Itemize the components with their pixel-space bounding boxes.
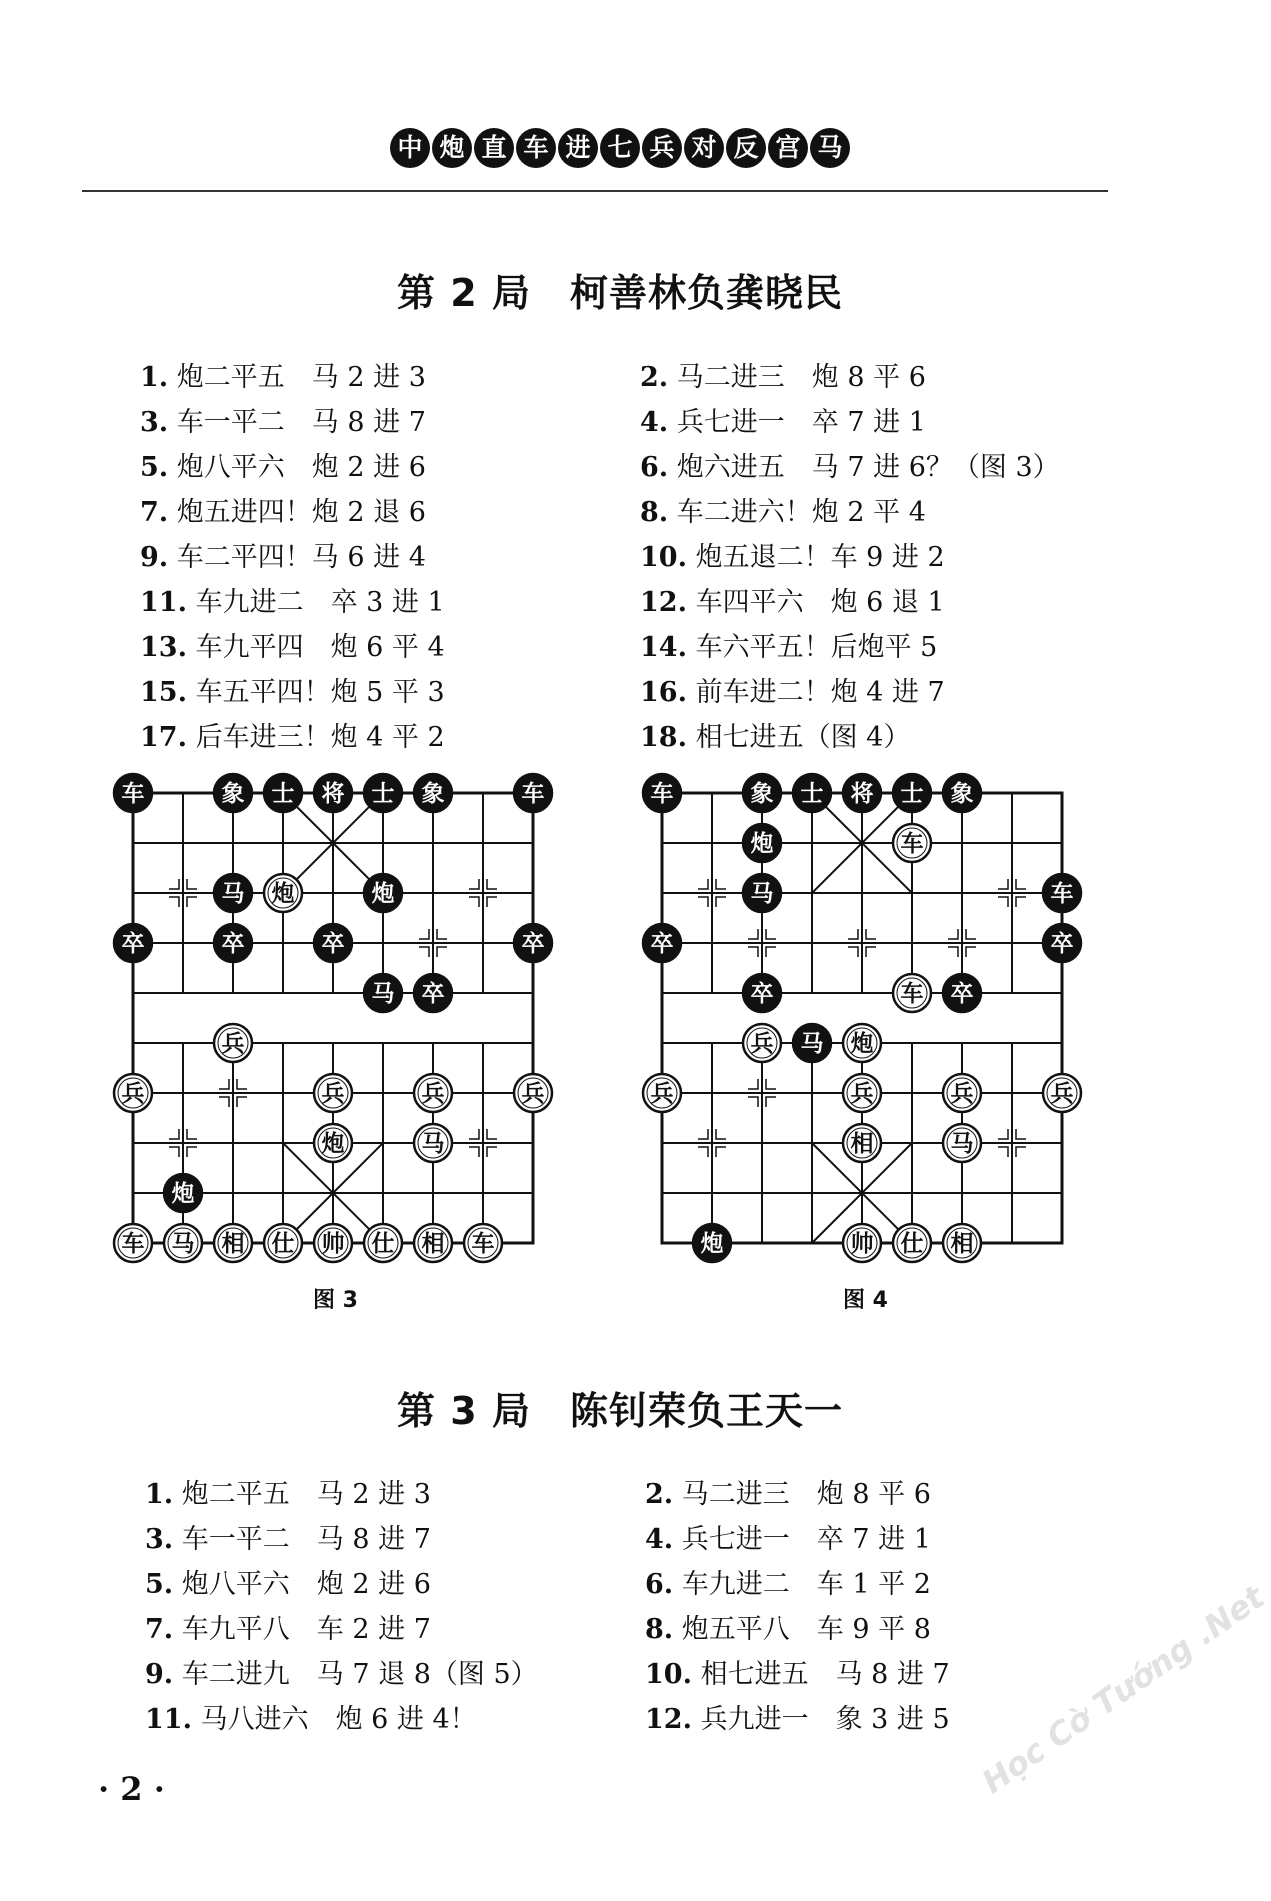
piece-label: 车 [900,831,924,857]
move-number: 7. [145,1614,174,1645]
move-item [140,715,640,760]
move-item [645,1517,1145,1562]
move-number: 7. [140,497,169,528]
position-marker [237,1097,247,1107]
position-marker [866,929,876,939]
move-item [640,535,1140,580]
position-marker [748,947,758,957]
piece-label: 卒 [521,931,545,957]
move-item [640,445,1140,490]
piece-label: 车 [650,781,674,807]
position-marker [716,897,726,907]
piece-label: 兵 [1050,1081,1074,1107]
move-number: 15. [140,677,187,708]
piece-label: 马 [221,881,245,907]
move-text: 车一平二 马 8 进 7 [176,407,426,438]
piece-label: 帅 [321,1231,345,1257]
move-item [140,400,640,445]
move-item [140,490,640,535]
position-marker [169,1129,179,1139]
piece-black [1043,874,1081,912]
position-marker [766,947,776,957]
position-marker [866,947,876,957]
piece-black [743,874,781,912]
move-item [140,625,640,670]
move-number: 16. [640,677,687,708]
position-marker [469,1147,479,1157]
move-item [145,1697,645,1742]
position-marker [698,1129,708,1139]
position-marker [998,897,1008,907]
piece-red [114,1224,152,1262]
move-text: 前车进二！炮 4 进 7 [695,677,945,708]
move-text: 炮八平六 炮 2 进 6 [181,1569,431,1600]
banner-char: 对 [684,128,724,168]
piece-black [414,974,452,1012]
piece-label: 士 [800,781,824,807]
piece-label: 兵 [950,1081,974,1107]
move-text: 车九平八 车 2 进 7 [181,1614,431,1645]
move-text: 炮八平六 炮 2 进 6 [176,452,426,483]
piece-black [643,774,681,812]
piece-red [364,1224,402,1262]
move-number: 8. [645,1614,674,1645]
piece-red [214,1024,252,1062]
piece-label: 兵 [650,1081,674,1107]
position-marker [169,879,179,889]
piece-label: 仕 [371,1231,395,1257]
piece-label: 兵 [750,1031,774,1057]
move-item [640,490,1140,535]
piece-label: 马 [750,881,774,907]
move-text: 炮二平五 马 2 进 3 [181,1479,431,1510]
piece-red [893,1224,931,1262]
piece-red [214,1224,252,1262]
game2-title: 第 2 局 柯善林负龚晓民 [397,271,843,315]
move-number: 3. [140,407,169,438]
position-marker [748,1097,758,1107]
piece-red [264,1224,302,1262]
position-marker [766,1079,776,1089]
piece-black [314,774,352,812]
piece-label: 车 [121,1231,145,1257]
piece-label: 卒 [421,981,445,1007]
piece-black [743,774,781,812]
piece-black [514,924,552,962]
move-number: 10. [645,1659,692,1690]
piece-label: 兵 [321,1081,345,1107]
position-marker [1016,1129,1026,1139]
piece-label: 卒 [950,981,974,1007]
piece-label: 炮 [700,1231,724,1257]
move-item [645,1472,1145,1517]
position-marker [716,1129,726,1139]
piece-red [1043,1074,1081,1112]
move-number: 5. [140,452,169,483]
piece-red [314,1224,352,1262]
game3-title: 第 3 局 陈钊荣负王天一 [397,1389,843,1433]
piece-label: 兵 [850,1081,874,1107]
piece-red [414,1124,452,1162]
move-item [640,580,1140,625]
piece-label: 兵 [521,1081,545,1107]
piece-label: 炮 [171,1181,195,1207]
position-marker [1016,879,1026,889]
board-svg [108,768,558,1268]
piece-black [314,924,352,962]
piece-label: 卒 [121,931,145,957]
piece-black [743,824,781,862]
position-marker [948,929,958,939]
banner-char: 中 [390,128,430,168]
position-marker [766,1097,776,1107]
banner-char: 七 [600,128,640,168]
position-marker [998,1147,1008,1157]
position-marker [487,897,497,907]
piece-label: 卒 [650,931,674,957]
move-number: 4. [645,1524,674,1555]
piece-label: 马 [171,1231,195,1257]
piece-red [843,1124,881,1162]
move-item [640,715,1140,760]
piece-label: 仕 [900,1231,924,1257]
chapter-banner [0,128,1240,168]
position-marker [187,879,197,889]
move-text: 车一平二 马 8 进 7 [181,1524,431,1555]
banner-char: 车 [516,128,556,168]
position-marker [187,1129,197,1139]
piece-label: 帅 [850,1231,874,1257]
piece-label: 马 [371,981,395,1007]
piece-red [843,1224,881,1262]
position-marker [966,929,976,939]
position-marker [848,929,858,939]
move-text: 炮五退二！车 9 进 2 [695,542,945,573]
position-marker [487,1129,497,1139]
position-marker [716,879,726,889]
move-number: 2. [640,362,669,393]
piece-red [114,1074,152,1112]
move-text: 马八进六 炮 6 进 4！ [200,1704,477,1735]
move-item [140,355,640,400]
move-text: 兵七进一 卒 7 进 1 [681,1524,931,1555]
figure-4-caption: 图 4 [843,1288,888,1313]
position-marker [469,897,479,907]
move-item [645,1652,1145,1697]
position-marker [169,897,179,907]
move-item [140,580,640,625]
piece-black [843,774,881,812]
move-item [145,1517,645,1562]
position-marker [219,1097,229,1107]
move-text: 车九平四 炮 6 平 4 [195,632,445,663]
move-item [640,355,1140,400]
position-marker [748,1079,758,1089]
move-number: 9. [145,1659,174,1690]
piece-label: 相 [421,1231,445,1257]
piece-label: 马 [421,1131,445,1157]
position-marker [698,897,708,907]
move-text: 车二平四！马 6 进 4 [176,542,426,573]
position-marker [698,879,708,889]
piece-black [364,874,402,912]
piece-black [214,874,252,912]
piece-black [643,924,681,962]
piece-label: 象 [221,781,245,807]
piece-black [414,774,452,812]
piece-label: 象 [950,781,974,807]
piece-red [514,1074,552,1112]
move-text: 相七进五（图 4） [695,722,911,753]
piece-black [114,774,152,812]
move-text: 车二进九 马 7 退 8（图 5） [181,1659,538,1690]
move-item [140,535,640,580]
move-item [140,670,640,715]
move-text: 车二进六！炮 2 平 4 [676,497,926,528]
piece-label: 车 [121,781,145,807]
move-item [145,1607,645,1652]
piece-red [164,1224,202,1262]
board-grid [662,793,1062,1243]
piece-red [893,974,931,1012]
piece-black [364,774,402,812]
move-number: 9. [140,542,169,573]
piece-red [943,1124,981,1162]
move-item [140,445,640,490]
move-item [640,400,1140,445]
position-marker [998,879,1008,889]
piece-label: 车 [900,981,924,1007]
piece-label: 仕 [271,1231,295,1257]
piece-label: 象 [750,781,774,807]
position-marker [1016,1147,1026,1157]
position-marker [437,947,447,957]
move-text: 车六平五！后炮平 5 [695,632,938,663]
watermark-logo: Học Cờ Tướng .Net [975,1577,1271,1802]
move-item [645,1607,1145,1652]
banner-char: 兵 [642,128,682,168]
move-number: 17. [140,722,187,753]
piece-label: 卒 [750,981,774,1007]
move-number: 18. [640,722,687,753]
piece-black [943,774,981,812]
move-number: 1. [140,362,169,393]
move-number: 6. [645,1569,674,1600]
banner-char: 炮 [432,128,472,168]
piece-label: 炮 [850,1031,874,1057]
piece-red [843,1074,881,1112]
piece-label: 士 [900,781,924,807]
piece-black [264,774,302,812]
piece-label: 卒 [321,931,345,957]
move-number: 13. [140,632,187,663]
piece-label: 卒 [221,931,245,957]
piece-label: 相 [221,1231,245,1257]
position-marker [1016,897,1026,907]
move-number: 12. [645,1704,692,1735]
move-number: 10. [640,542,687,573]
move-text: 炮二平五 马 2 进 3 [176,362,426,393]
move-text: 车五平四！炮 5 平 3 [195,677,445,708]
move-text: 车九进二 车 1 平 2 [681,1569,931,1600]
move-number: 11. [140,587,187,618]
move-text: 相七进五 马 8 进 7 [700,1659,950,1690]
piece-label: 将 [850,781,874,807]
move-text: 炮六进五 马 7 进 6？（图 3） [676,452,1060,483]
piece-black [943,974,981,1012]
position-marker [419,947,429,957]
position-marker [219,1079,229,1089]
position-marker [766,929,776,939]
position-marker [469,879,479,889]
banner-char: 宫 [768,128,808,168]
position-marker [748,929,758,939]
piece-label: 车 [1050,881,1074,907]
position-marker [998,1129,1008,1139]
position-marker [716,1147,726,1157]
piece-red [264,874,302,912]
move-text: 炮五进四！炮 2 退 6 [176,497,426,528]
move-item [145,1472,645,1517]
piece-label: 卒 [1050,931,1074,957]
figure-3-board [108,768,558,1272]
piece-black [743,974,781,1012]
banner-char: 马 [810,128,850,168]
game3-moves [145,1472,1145,1742]
banner-char: 反 [726,128,766,168]
piece-label: 炮 [750,831,774,857]
move-number: 12. [640,587,687,618]
move-text: 车四平六 炮 6 退 1 [695,587,945,618]
piece-label: 兵 [121,1081,145,1107]
move-item [640,625,1140,670]
piece-label: 炮 [271,881,295,907]
piece-black [214,924,252,962]
piece-label: 士 [371,781,395,807]
position-marker [848,947,858,957]
move-text: 马二进三 炮 8 平 6 [676,362,926,393]
piece-black [164,1174,202,1212]
page-number: · 2 · [98,1770,165,1808]
position-marker [487,879,497,889]
move-text: 马二进三 炮 8 平 6 [681,1479,931,1510]
piece-label: 炮 [371,881,395,907]
header-rule [82,190,1108,192]
position-marker [487,1147,497,1157]
move-number: 1. [145,1479,174,1510]
piece-black [693,1224,731,1262]
position-marker [169,1147,179,1157]
piece-red [743,1024,781,1062]
position-marker [437,929,447,939]
piece-red [414,1224,452,1262]
piece-red [464,1224,502,1262]
piece-red [893,824,931,862]
piece-red [414,1074,452,1112]
move-number: 14. [640,632,687,663]
move-text: 兵七进一 卒 7 进 1 [676,407,926,438]
move-number: 11. [145,1704,192,1735]
move-number: 8. [640,497,669,528]
game2-moves [140,355,1140,760]
piece-label: 象 [421,781,445,807]
piece-red [943,1074,981,1112]
piece-label: 士 [271,781,295,807]
move-item [145,1652,645,1697]
piece-red [314,1124,352,1162]
piece-label: 兵 [221,1031,245,1057]
banner-char: 直 [474,128,514,168]
piece-label: 将 [321,781,345,807]
piece-black [893,774,931,812]
piece-red [943,1224,981,1262]
piece-red [843,1024,881,1062]
piece-label: 炮 [321,1131,345,1157]
piece-red [643,1074,681,1112]
move-number: 3. [145,1524,174,1555]
move-item [640,670,1140,715]
position-marker [187,1147,197,1157]
piece-black [114,924,152,962]
figure-4-board [637,768,1087,1272]
piece-label: 车 [471,1231,495,1257]
move-text: 后车进三！炮 4 平 2 [195,722,445,753]
piece-label: 相 [850,1131,874,1157]
piece-label: 马 [950,1131,974,1157]
board-svg [637,768,1087,1268]
position-marker [948,947,958,957]
figure-3-caption: 图 3 [313,1288,358,1313]
move-text: 兵九进一 象 3 进 5 [700,1704,950,1735]
position-marker [187,897,197,907]
position-marker [237,1079,247,1089]
move-number: 4. [640,407,669,438]
piece-black [214,774,252,812]
move-number: 2. [645,1479,674,1510]
piece-label: 相 [950,1231,974,1257]
move-number: 6. [640,452,669,483]
position-marker [419,929,429,939]
position-marker [469,1129,479,1139]
banner-char: 进 [558,128,598,168]
piece-black [793,1024,831,1062]
move-item [645,1562,1145,1607]
piece-black [1043,924,1081,962]
move-text: 车九进二 卒 3 进 1 [195,587,445,618]
position-marker [966,947,976,957]
piece-black [514,774,552,812]
move-item [145,1562,645,1607]
piece-label: 兵 [421,1081,445,1107]
piece-label: 马 [800,1031,824,1057]
piece-black [793,774,831,812]
move-number: 5. [145,1569,174,1600]
piece-black [364,974,402,1012]
move-text: 炮五平八 车 9 平 8 [681,1614,931,1645]
position-marker [698,1147,708,1157]
piece-label: 车 [521,781,545,807]
piece-red [314,1074,352,1112]
